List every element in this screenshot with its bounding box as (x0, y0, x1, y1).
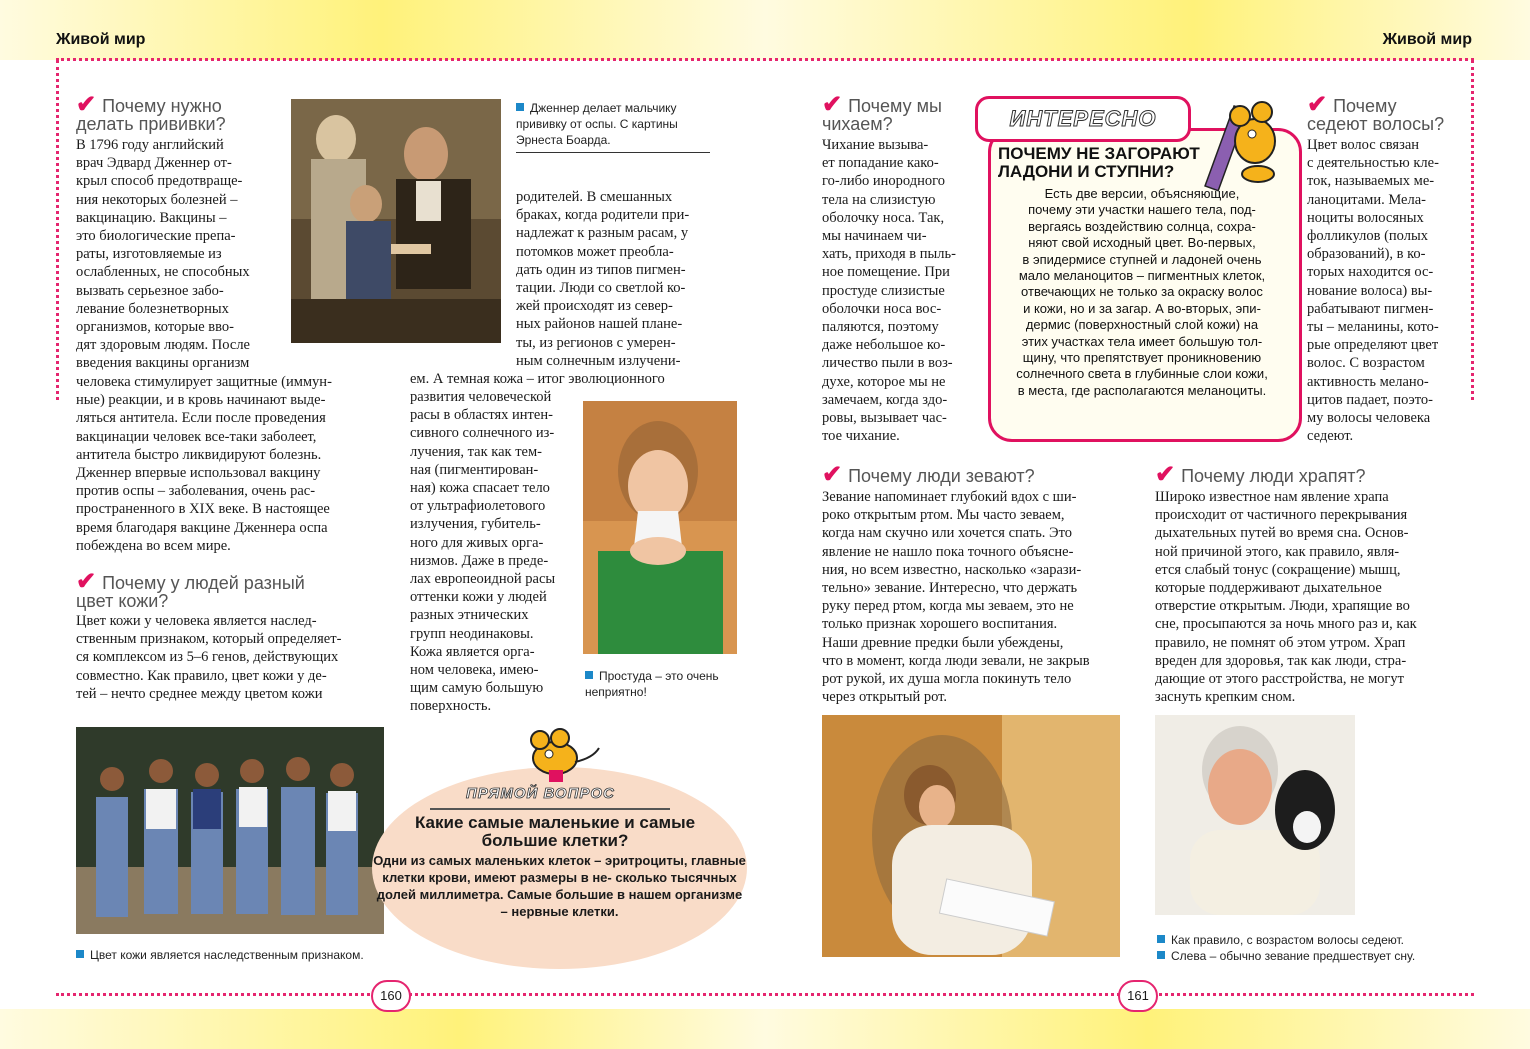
direct-question-heading: Какие самые маленькие и самые большие клетки? (414, 813, 696, 850)
snore-title: ✔ Почему люди храпят? (1155, 461, 1366, 488)
vaccine-text-wide: человека стимулирует защитные (иммун- ные) реакции, и в кровь начинают выде- ляться антитела. Если после проведения вакцинации человек все-таки заболеет, антитела быстро ликвидируют болезнь. Дженнер впервые использовал вакцину против оспы – заболевания, очень рас- пространенного в XIX веке. В настоящее время благодаря вакцине Дженнера оспа побеждена во всем мире. (76, 374, 332, 554)
yawning-woman-photo (822, 715, 1120, 957)
direct-question-rule (430, 808, 670, 810)
snore-text: Широко известное нам явление храпа происходит от частичного перекрывания дыхательных путей во время сна. Основ- ной причиной этого, как правило, явля- ется слабый тонус (сокращение) мышц, которые поддерживают дыхательное отверстие открытым. Люди, храпящие во сне, просыпаются за ночь много раз и, как правило, не помнят об этом утром. Храп вреден для здоровья, так как люди, стра- дающие от этого расстройства, не могут заснуть крепким сном. (1155, 489, 1417, 706)
sneeze-text: Чихание вызыва- ет попадание како- го-либо инородного тела на слизистую оболочку носа. Так, мы начинаем чи- хать, приходя в пыль- ное помещение. При простуде слизистые оболочки носа вос- паляются, поэтому даже небольшое ко- личество пыли в воз- духе, которое мы не замечаем, когда здо- ровы, вызывает час- тое чихание. (822, 137, 956, 445)
cold-caption: Простуда – это очень неприятно! (585, 669, 719, 699)
right-captions: Как правило, с возрастом волосы седеют. Слева – обычно зевание предшествует сну. (1157, 932, 1477, 964)
caption-bullet-icon (76, 950, 84, 958)
yawn-text: Зевание напоминает глубокий вдох с ши- роко открытым ртом. Мы часто зеваем, когда нам скучно или хочется спать. Это явление не нашло пока точного объясне- ния, но всем известно, насколько «зарази- тельно» зевание. Интересно, что держать руку перед ртом, когда мы зеваем, это не только признак хорошего воспитания. Наши древние предки были убеждены, что в момент, когда люди зевали, не закрыв рот рукой, их душа могла покинуть тело через открытый рот. (822, 489, 1090, 706)
mouse-mascot-icon (515, 718, 605, 788)
group-photo (76, 727, 384, 934)
group-caption: Цвет кожи является наследственным признаком. (76, 947, 396, 963)
page-number-left: 160 (371, 980, 411, 1012)
dotted-rule-top (56, 58, 1474, 61)
vaccine-title: ✔ Почему нужно делать прививки? (76, 91, 226, 134)
top-color-band (0, 0, 1530, 60)
dotted-rule-bottom (56, 993, 1474, 996)
bottom-color-band (0, 1009, 1530, 1049)
grey-hair-text: Цвет волос связан с деятельностью кле- ток, называемых ме- ланоцитами. Мела- ноциты волосяных фолликулов (полых образований), в ко- торых находится ос- нование волоса) вы- рабатывают пигмен- ты – меланины, кото- рые определяют цвет волос. С возрастом активность мелано- цитов падает, поэто- му волосы человека седеют. (1307, 137, 1439, 445)
check-icon: ✔ (76, 568, 97, 595)
grey-hair-title: ✔ Почему седеют волосы? (1307, 91, 1445, 134)
caption-bullet-icon (585, 671, 593, 679)
check-icon: ✔ (1307, 91, 1328, 118)
skin-title: ✔ Почему у людей разный цвет кожи? (76, 568, 305, 611)
skin-text-col2b: развития человеческой расы в областях интен- сивного солнечного из- лучения, так как тем- ная (пигментирован- ная) кожа спасает тело от ультрафиолетового излучения, губитель- ного для живых орга- низмов. Даже в преде- лах европеоидной расы оттенки кожи у людей разных этнических групп неодинаковы. Кожа является орга- ном человека, имею- щим самую большую поверхность. (410, 389, 556, 715)
check-icon: ✔ (76, 91, 97, 118)
interesting-label: ИНТЕРЕСНО (975, 96, 1191, 142)
vaccine-text-narrow: В 1796 году английский врач Эдвард Дженнер от- крыл способ предотвраще- ния некоторых болезней – вакцинацию. Вакцины – это биологические препа- раты, изготовляемые из ослабленных, не способных вызвать серьезное забо- левание болезнетворных организмов, которые вво- дят здоровым людям. После введения вакцины организм (76, 137, 250, 372)
dotted-rule-right (1471, 60, 1474, 400)
caption-bullet-icon (516, 103, 524, 111)
skin-text-col2: родителей. В смешанных браках, когда родители при- надлежат к разным расам, у потомков может преобла- дать один из типов пигмен- тации. Люди со светлой ко- жей происходят из север- ных районов нашей плане- ты, из регионов с умерен- ным солнечным излучени- (516, 189, 690, 369)
check-icon: ✔ (822, 461, 843, 488)
dotted-rule-left (56, 60, 59, 400)
sneeze-title: ✔ Почему мы чихаем? (822, 91, 942, 134)
caption-divider (516, 152, 710, 153)
sneezing-girl-photo (583, 401, 737, 654)
interesting-question: ПОЧЕМУ НЕ ЗАГОРАЮТ ЛАДОНИ И СТУПНИ? (998, 144, 1200, 181)
vaccination-caption: Дженнер делает мальчику прививку от оспы. С картины Эрнеста Боарда. (516, 101, 678, 147)
running-header-right: Живой мир (1382, 31, 1472, 48)
direct-question-answer: Одни из самых маленьких клеток – эритроциты, главные клетки крови, имеют размеры в не- сколько тысячных долей миллиметра. Самые большие в нашем организме – нервные клетки. (373, 853, 746, 919)
running-header-left: Живой мир (56, 31, 146, 48)
check-icon: ✔ (822, 91, 843, 118)
man-with-dog-photo (1155, 715, 1355, 915)
skin-text: Цвет кожи у человека является наслед- ственным признаком, который определяет- ся комплексом из 5–6 генов, действующих совместно. Как правило, цвет кожи у де- тей – нечто среднее между цветом кожи (76, 613, 342, 702)
caption-bullet-icon (1157, 951, 1165, 959)
page-number-right: 161 (1118, 980, 1158, 1012)
vaccination-painting (291, 99, 501, 343)
direct-question-label: ПРЯМОЙ ВОПРОС (466, 785, 615, 802)
yawn-title: ✔ Почему люди зевают? (822, 461, 1035, 488)
interesting-text: Есть две версии, объясняющие, почему эти участки нашего тела, под- вергаясь воздействию солнца, сохра- няют свой исходный цвет. Во-первых, в эпидермисе ступней и ладоней очень мало меланоцитов – пигментных клеток, отвечающих не только за окраску волос и кожи, но и за загар. А во-вторых, эпи- дермис (поверхностный слой кожи) на этих участках тела имеет большую тол- щину, что препятствует проникновению солнечного света в глубинные слои кожи, в места, где располагаются меланоциты. (1016, 186, 1268, 398)
caption-bullet-icon (1157, 935, 1165, 943)
check-icon: ✔ (1155, 461, 1176, 488)
skin-text-line: ем. А темная кожа – итог эволюционного (410, 371, 665, 387)
